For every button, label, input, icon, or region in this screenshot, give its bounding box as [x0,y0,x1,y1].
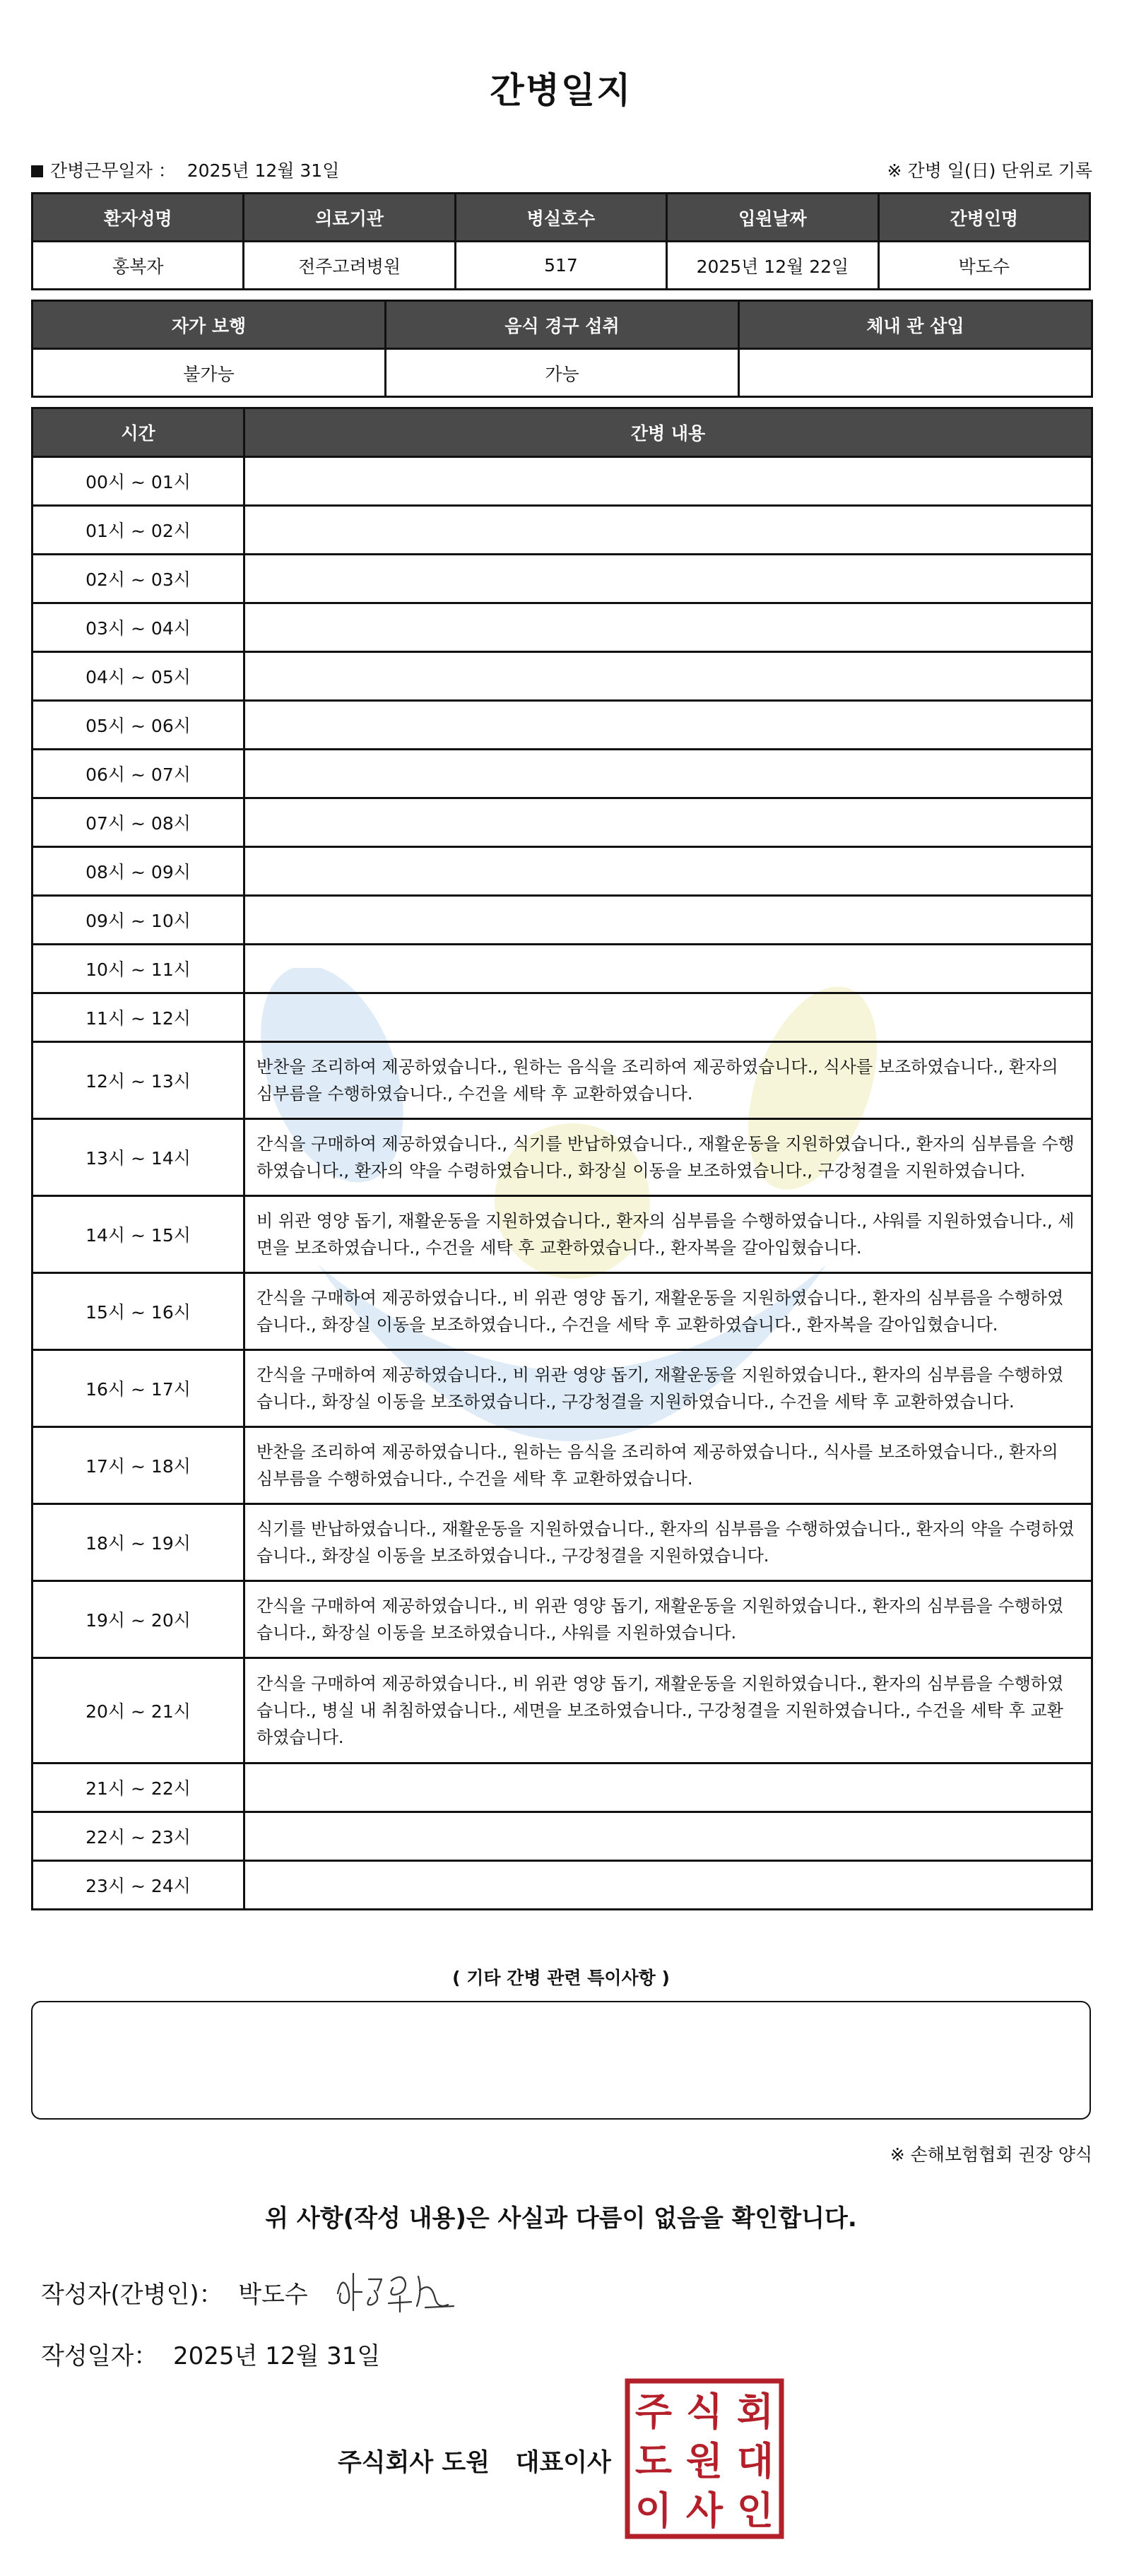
hospital-name: 전주고려병원 [244,242,455,290]
svg-text:인: 인 [736,2488,774,2533]
patient-value-row [33,242,1090,290]
log-content-cell [244,701,1092,750]
log-row [33,1658,1092,1763]
work-date-value: 2025년 12월 31일 [187,160,340,181]
svg-text:대: 대 [736,2439,774,2483]
log-time-cell: 11시 ~ 12시 [33,993,244,1042]
log-content-cell: 반찬을 조리하여 제공하였습니다., 원하는 음식을 조리하여 제공하였습니다., 식사를 보조하였습니다., 환자의 심부름을 수행하였습니다., 수건을 세탁 후 교환하였습니다. [244,1042,1092,1119]
confirm-statement: 위 사항(작성 내용)은 사실과 다름이 없음을 확인합니다. [265,2204,857,2233]
hourly-log-table [31,407,1093,1910]
log-row [33,1427,1092,1504]
header-tube-insertion: 체내 관 삽입 [739,301,1092,349]
header-self-walking: 자가 보행 [33,301,386,349]
header-care-content: 간병 내용 [244,408,1092,457]
svg-text:회: 회 [736,2389,774,2434]
log-content-cell: 간식을 구매하여 제공하였습니다., 비 위관 영양 돕기, 재활운동을 지원하였습니다., 환자의 심부름을 수행하였습니다., 병실 내 취침하였습니다., 세면을 보조하였습니다., 구강청결을 지원하였습니다., 수건을 세탁 후 교환하였습니다. [244,1658,1092,1763]
log-content-cell [244,506,1092,555]
writer-row [41,2275,308,2310]
log-time-cell: 16시 ~ 17시 [33,1350,244,1427]
header-admission-date: 입원날짜 [667,194,878,242]
log-row [33,847,1092,896]
header-room-number: 병실호수 [455,194,666,242]
recommend-note: ※ 손해보험협회 권장 양식 [890,2144,1092,2165]
log-row [33,652,1092,701]
square-bullet-icon [31,165,43,177]
header-hospital: 의료기관 [244,194,455,242]
written-date-row [41,2336,380,2371]
svg-text:식: 식 [685,2389,724,2434]
writer-label: 작성자(간병인)： [41,2281,223,2309]
log-time-cell: 20시 ~ 21시 [33,1658,244,1763]
log-row [33,993,1092,1042]
status-value-row [33,349,1092,397]
unit-note: ※ 간병 일(日) 단위로 기록 [887,160,1092,181]
log-content-cell [244,945,1092,993]
tube-insertion-value [739,349,1092,397]
log-content-cell [244,457,1092,506]
log-row [33,1350,1092,1427]
log-content-cell [244,1812,1092,1861]
work-date [31,157,339,182]
log-row [33,1504,1092,1581]
log-content-cell [244,603,1092,652]
log-row [33,603,1092,652]
log-content-cell [244,750,1092,798]
log-time-cell: 12시 ~ 13시 [33,1042,244,1119]
log-time-cell: 09시 ~ 10시 [33,896,244,945]
svg-text:원: 원 [685,2439,724,2483]
svg-text:이: 이 [634,2488,673,2533]
log-row [33,1812,1092,1861]
special-notes-label: ( 기타 간병 관련 특이사항 ) [452,1968,670,1988]
log-content-cell: 간식을 구매하여 제공하였습니다., 식기를 반납하였습니다., 재활운동을 지원하였습니다., 환자의 심부름을 수행하였습니다., 환자의 약을 수령하였습니다., 화장실 이동을 보조하였습니다., 구강청결을 지원하였습니다. [244,1119,1092,1196]
writer-name: 박도수 [238,2281,308,2309]
svg-text:도: 도 [634,2439,673,2483]
oral-intake-value: 가능 [386,349,739,397]
log-time-cell: 07시 ~ 08시 [33,798,244,847]
log-content-cell: 식기를 반납하였습니다., 재활운동을 지원하였습니다., 환자의 심부름을 수행하였습니다., 환자의 약을 수령하였습니다., 화장실 이동을 보조하였습니다., 구강청결을 지원하였습니다. [244,1504,1092,1581]
log-content-cell [244,1763,1092,1812]
log-content-cell [244,1861,1092,1910]
log-row [33,896,1092,945]
log-row [33,555,1092,603]
log-header-row [33,408,1092,457]
log-row [33,945,1092,993]
log-content-cell [244,847,1092,896]
log-row [33,1763,1092,1812]
log-time-cell: 01시 ~ 02시 [33,506,244,555]
log-content-cell [244,555,1092,603]
written-date-label: 작성일자： [41,2342,158,2370]
log-time-cell: 15시 ~ 16시 [33,1273,244,1350]
status-header-row [33,301,1092,349]
log-row [33,750,1092,798]
svg-text:사: 사 [685,2488,724,2533]
patient-status-table [31,300,1093,398]
patient-name: 홍복자 [33,242,244,290]
log-time-cell: 22시 ~ 23시 [33,1812,244,1861]
log-content-cell: 간식을 구매하여 제공하였습니다., 비 위관 영양 돕기, 재활운동을 지원하였습니다., 환자의 심부름을 수행하였습니다., 화장실 이동을 보조하였습니다., 샤워를 지원하였습니다. [244,1581,1092,1658]
header-caregiver-name: 간병인명 [878,194,1089,242]
header-patient-name: 환자성명 [33,194,244,242]
log-row [33,1581,1092,1658]
log-content-cell [244,652,1092,701]
written-date-value: 2025년 12월 31일 [173,2342,381,2370]
room-number: 517 [455,242,666,290]
page-title: 간병일지 [490,70,632,111]
admission-date: 2025년 12월 22일 [667,242,878,290]
log-time-cell: 03시 ~ 04시 [33,603,244,652]
log-content-cell: 비 위관 영양 돕기, 재활운동을 지원하였습니다., 환자의 심부름을 수행하였습니다., 샤워를 지원하였습니다., 세면을 보조하였습니다., 수건을 세탁 후 교환하였습니다., 환자복을 갈아입혔습니다. [244,1196,1092,1273]
patient-info-table [31,192,1091,290]
log-content-cell [244,798,1092,847]
header-time: 시간 [33,408,244,457]
log-content-cell: 반찬을 조리하여 제공하였습니다., 원하는 음식을 조리하여 제공하였습니다., 식사를 보조하였습니다., 환자의 심부름을 수행하였습니다., 수건을 세탁 후 교환하였습니다. [244,1427,1092,1504]
special-notes-box [31,2001,1091,2120]
log-row [33,701,1092,750]
log-time-cell: 10시 ~ 11시 [33,945,244,993]
caregiver-name: 박도수 [878,242,1089,290]
log-content-cell: 간식을 구매하여 제공하였습니다., 비 위관 영양 돕기, 재활운동을 지원하였습니다., 환자의 심부름을 수행하였습니다., 화장실 이동을 보조하였습니다., 구강청결을 지원하였습니다., 수건을 세탁 후 교환하였습니다. [244,1350,1092,1427]
log-time-cell: 02시 ~ 03시 [33,555,244,603]
log-row [33,457,1092,506]
work-date-label: 간병근무일자 ： [50,160,176,181]
log-row [33,506,1092,555]
log-time-cell: 19시 ~ 20시 [33,1581,244,1658]
log-time-cell: 18시 ~ 19시 [33,1504,244,1581]
log-time-cell: 05시 ~ 06시 [33,701,244,750]
log-time-cell: 17시 ~ 18시 [33,1427,244,1504]
log-time-cell: 08시 ~ 09시 [33,847,244,896]
header-oral-intake: 음식 경구 섭취 [386,301,739,349]
company-signoff: 주식회사 도원 대표이사 [338,2449,611,2477]
log-content-cell [244,896,1092,945]
self-walking-value: 불가능 [33,349,386,397]
log-time-cell: 13시 ~ 14시 [33,1119,244,1196]
log-time-cell: 04시 ~ 05시 [33,652,244,701]
log-row [33,1861,1092,1910]
log-time-cell: 00시 ~ 01시 [33,457,244,506]
log-time-cell: 14시 ~ 15시 [33,1196,244,1273]
log-time-cell: 06시 ~ 07시 [33,750,244,798]
log-row [33,798,1092,847]
log-content-cell: 간식을 구매하여 제공하였습니다., 비 위관 영양 돕기, 재활운동을 지원하였습니다., 환자의 심부름을 수행하였습니다., 화장실 이동을 보조하였습니다., 수건을 세탁 후 교환하였습니다., 환자복을 갈아입혔습니다. [244,1273,1092,1350]
log-content-cell [244,993,1092,1042]
patient-header-row [33,194,1090,242]
log-row [33,1042,1092,1119]
company-seal [625,2378,784,2539]
log-time-cell: 23시 ~ 24시 [33,1861,244,1910]
log-row [33,1119,1092,1196]
svg-text:주: 주 [634,2389,673,2434]
log-row [33,1273,1092,1350]
log-row [33,1196,1092,1273]
handwritten-signature [332,2259,459,2323]
log-time-cell: 21시 ~ 22시 [33,1763,244,1812]
